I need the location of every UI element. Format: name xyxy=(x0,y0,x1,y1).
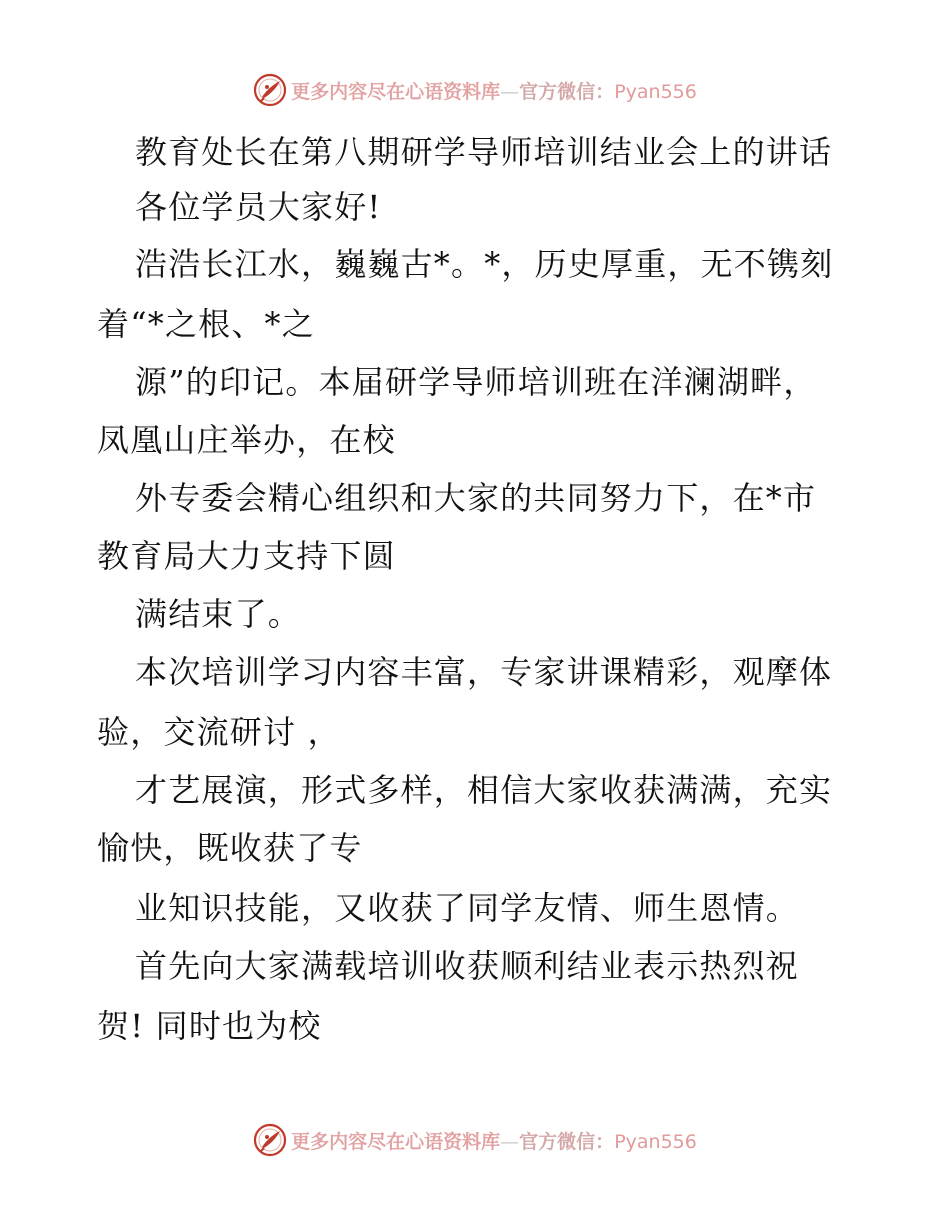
paragraph-line: 业知识技能，又收获了同学友情、师生恩情。 xyxy=(135,889,800,927)
paragraph-line: 浩浩长江水，巍巍古*。*，历史厚重，无不镌刻 xyxy=(135,245,834,283)
paragraph-line: 才艺展演，形式多样，相信大家收获满满，充实 xyxy=(135,771,833,809)
paragraph-line: 愉快，既收获了专 xyxy=(97,829,363,867)
document-title: 教育处长在第八期研学导师培训结业会上的讲话 xyxy=(135,133,833,171)
paragraph-line: 满结束了。 xyxy=(135,595,302,633)
watermark-brand: 更多内容尽在心语资料库 xyxy=(291,80,501,103)
watermark-dash: — xyxy=(500,80,520,103)
header-watermark xyxy=(0,70,950,110)
paragraph-line: 贺! 同时也为校 xyxy=(97,1007,322,1045)
watermark-brand: 更多内容尽在心语资料库 xyxy=(291,1130,501,1153)
watermark-id: Pyan556 xyxy=(614,80,697,103)
paragraph-line: 外专委会精心组织和大家的共同努力下，在*市 xyxy=(135,479,817,517)
paragraph-line: 凤凰山庄举办，在校 xyxy=(97,421,396,459)
watermark-id: Pyan556 xyxy=(614,1130,697,1153)
watermark-label: 官方微信： xyxy=(519,80,615,103)
watermark-text xyxy=(291,1127,697,1154)
watermark-label: 官方微信： xyxy=(519,1130,615,1153)
watermark-text xyxy=(291,77,697,104)
paragraph-line: 源”的印记。本届研学导师培训班在洋澜湖畔， xyxy=(135,363,817,401)
paragraph-line: 本次培训学习内容丰富，专家讲课精彩，观摩体 xyxy=(135,653,833,691)
greeting-line: 各位学员大家好! xyxy=(135,188,382,226)
paragraph-line: 教育局大力支持下圆 xyxy=(97,537,396,575)
footer-watermark xyxy=(0,1120,950,1160)
paragraph-line: 着“*之根、*之 xyxy=(97,305,315,343)
quill-logo-icon xyxy=(253,73,287,107)
paragraph-line: 验，交流研讨 ， xyxy=(97,713,341,751)
paragraph-line: 首先向大家满载培训收获顺利结业表示热烈祝 xyxy=(135,947,800,985)
watermark-dash: — xyxy=(500,1130,520,1153)
quill-logo-icon xyxy=(253,1123,287,1157)
